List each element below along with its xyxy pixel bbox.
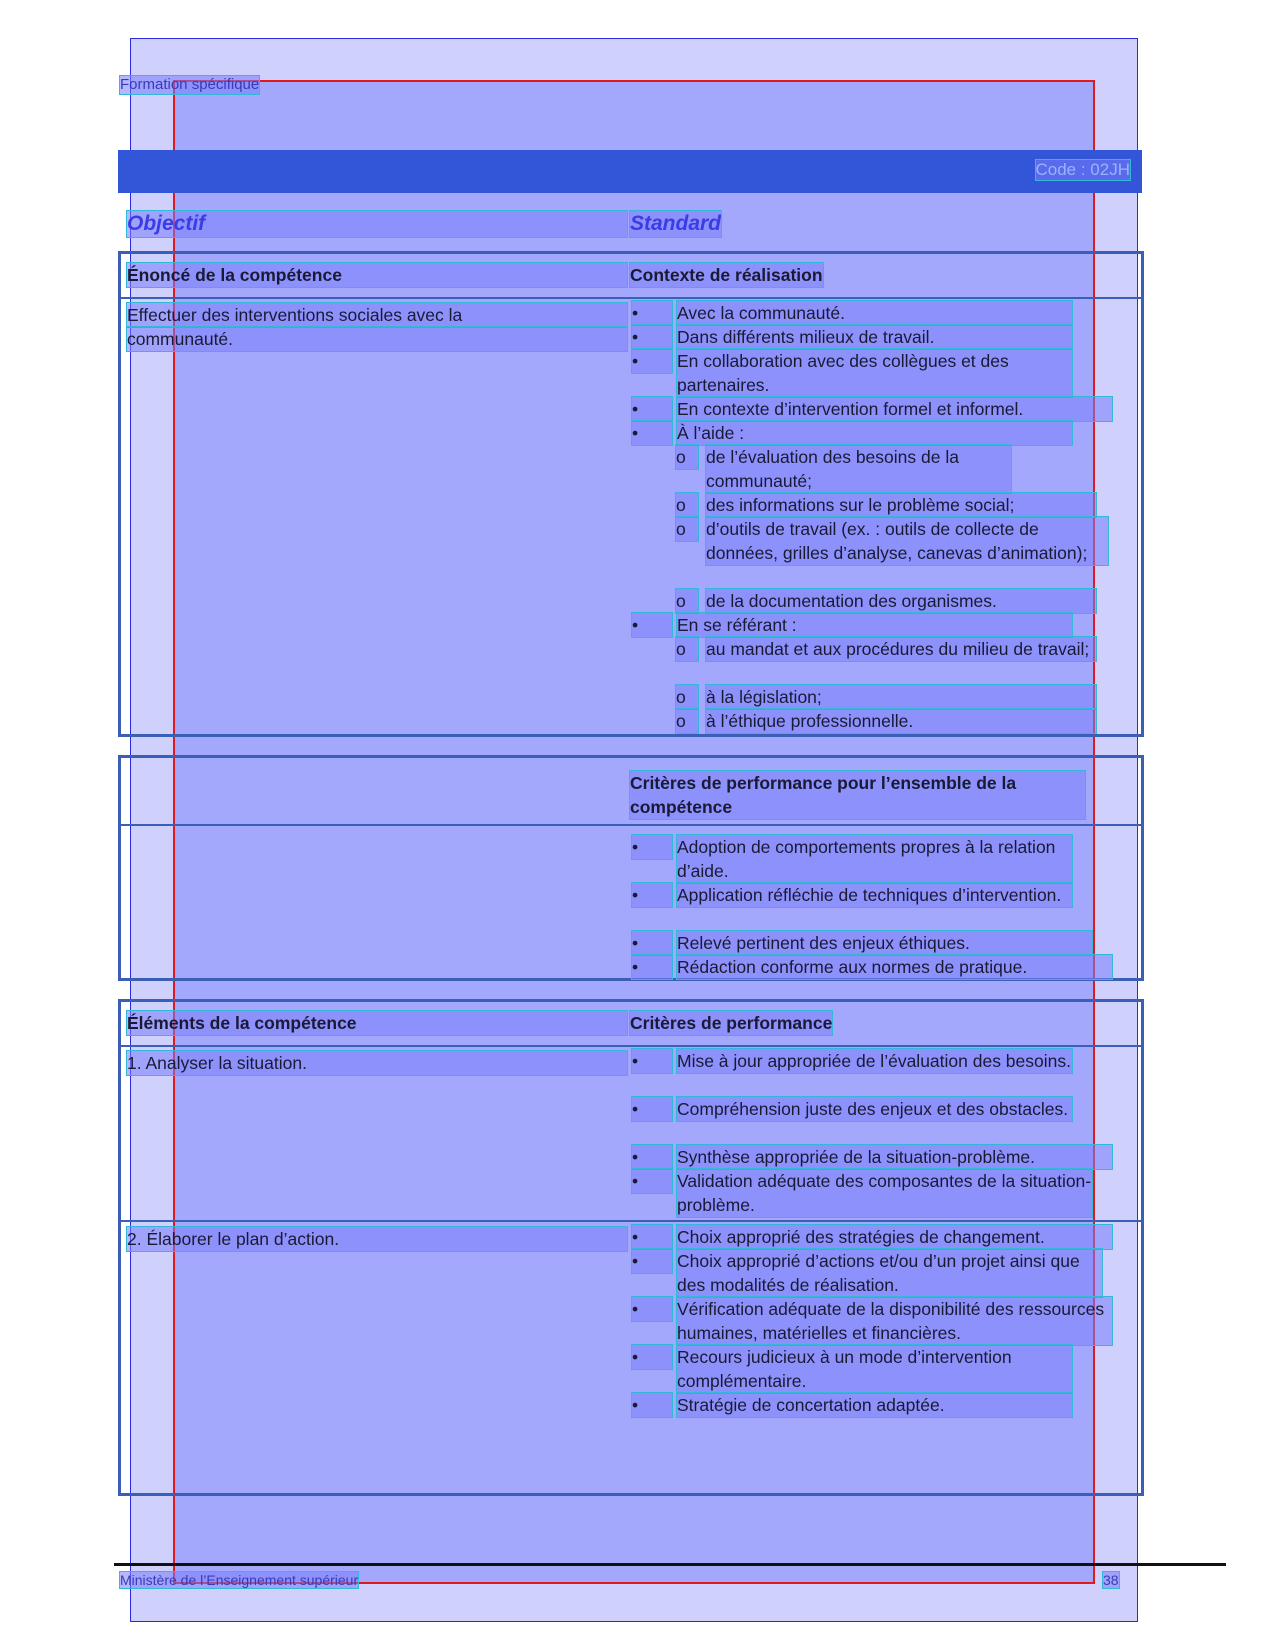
list-item: • Vérification adéquate de la disponibilité des ressources humaines, matérielles et financières. (632, 1297, 1112, 1345)
program-label: Formation spécifique (120, 76, 260, 93)
list-item: • Mise à jour appropriée de l’évaluation des besoins. (632, 1051, 1071, 1071)
list-item: • En contexte d’intervention formel et informel. (632, 397, 1112, 421)
sub-list-item: o au mandat et aux procédures du milieu de travail; (676, 637, 1096, 661)
competency-statement-heading: Énoncé de la compétence (127, 263, 627, 287)
list-item: • À l’aide : (632, 421, 1072, 445)
list-item: • Application réfléchie de techniques d’intervention. (632, 883, 1072, 907)
sub-list-item: o d’outils de travail (ex. : outils de collecte de données, grilles d’analyse, canevas d’animation); (676, 517, 1108, 565)
list-item: • Choix approprié d’actions et/ou d’un projet ainsi que des modalités de réalisation. (632, 1249, 1102, 1297)
list-item: • En se référant : (632, 613, 1072, 637)
section-divider (121, 1045, 1141, 1047)
element-2: 2. Élaborer le plan d’action. (127, 1227, 627, 1251)
list-item: • Validation adéquate des composantes de la situation-problème. (632, 1171, 1092, 1215)
global-criteria-heading: Critères de performance pour l’ensemble de la compétence (630, 771, 1085, 819)
sub-list-item: o de la documentation des organismes. (676, 589, 1096, 613)
sub-list-item: o de l’évaluation des besoins de la communauté; (676, 445, 1011, 493)
list-item: • Rédaction conforme aux normes de pratique. (632, 955, 1112, 979)
section-divider (121, 824, 1141, 826)
list-item: • Avec la communauté. (632, 301, 1072, 325)
list-item: • Relevé pertinent des enjeux éthiques. (632, 931, 1092, 955)
element-1: 1. Analyser la situation. (127, 1051, 627, 1075)
list-item: • Stratégie de concertation adaptée. (632, 1393, 1072, 1417)
list-item: • Adoption de comportements propres à la relation d’aide. (632, 835, 1072, 883)
sub-list-item: o à l’éthique professionnelle. (676, 709, 1096, 733)
objective-column-title: Objectif (127, 211, 627, 237)
list-item: • Synthèse appropriée de la situation-problème. (632, 1145, 1112, 1169)
list-item: • En collaboration avec des collègues et des partenaires. (632, 349, 1072, 397)
course-code: Code : 02JH (1035, 160, 1130, 179)
sub-list-item: o des informations sur le problème social; (676, 493, 1096, 517)
standard-column-title: Standard (630, 212, 722, 235)
footer-ministry: Ministère de l’Enseignement supérieur (120, 1572, 359, 1588)
performance-criteria-heading: Critères de performance (630, 1013, 833, 1033)
list-item: • Compréhension juste des enjeux et des obstacles. (632, 1097, 1072, 1121)
competency-statement-line2: communauté. (127, 327, 627, 351)
code-band (118, 150, 1142, 193)
competency-statement-line1: Effectuer des interventions sociales avec la (127, 303, 627, 327)
sub-list-item: o à la législation; (676, 685, 1096, 709)
row-divider (121, 1220, 1141, 1222)
elements-heading: Éléments de la compétence (127, 1011, 627, 1035)
list-item: • Dans différents milieux de travail. (632, 325, 1072, 349)
realization-context-heading: Contexte de réalisation (630, 265, 823, 285)
section-divider (121, 297, 1141, 299)
page-number: 38 (1103, 1572, 1119, 1588)
list-item: • Choix approprié des stratégies de changement. (632, 1225, 1112, 1249)
list-item: • Recours judicieux à un mode d’intervention complémentaire. (632, 1345, 1072, 1393)
footer-rule (114, 1563, 1226, 1566)
